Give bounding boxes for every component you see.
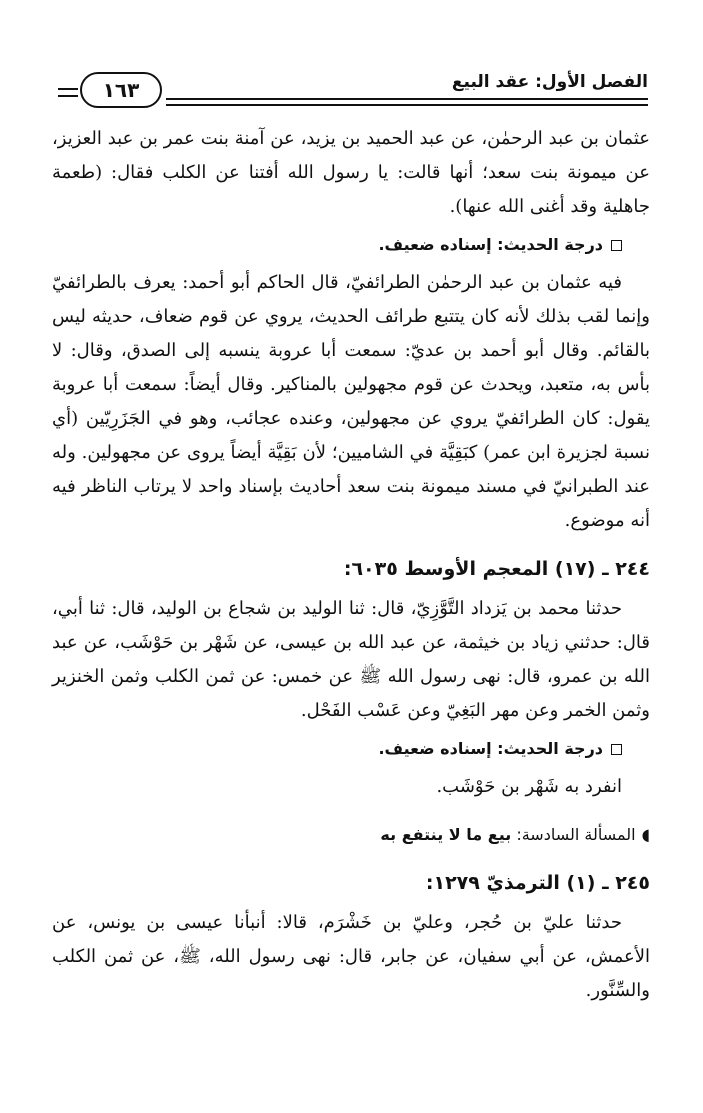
header-rule xyxy=(166,98,648,100)
paragraph: انفرد به شَهْر بن حَوْشَب. xyxy=(436,776,622,797)
header-rule xyxy=(166,104,648,106)
paragraph: حدثنا محمد بن يَزداد التَّوَّزِيّ، قال: ثنا الوليد بن شجاع بن الوليد، قال: ثنا أبي، قال: حدثني زياد بن خيثمة، عن عبد الله بن عيسى، عن شَهْر بن حَوْشَب، عن عبد الله بن عمرو، قال: نهى رسول الله ﷺ عن خمس: عن ثمن الكلب وثمن الخنزير وثمن الخمر وعن مهر البَغِيّ وعن عَسْب الفَحْل. xyxy=(52,598,650,721)
page-number-badge xyxy=(80,72,162,108)
hadith-grade-text: درجة الحديث: إسناده ضعيف. xyxy=(378,739,603,758)
square-bullet-icon xyxy=(611,240,622,251)
chapter-title: الفصل الأول: عقد البيع xyxy=(451,72,648,92)
hadith-grade xyxy=(52,228,650,262)
issue-heading xyxy=(52,818,650,852)
paragraph: عثمان بن عبد الرحمٰن، عن عبد الحميد بن يزيد، عن آمنة بنت عمر بن عبد العزيز، عن ميمونة بنت سعد؛ أنها قالت: يا رسول الله أفتنا عن الكلب فقال: (طعمة جاهلية وقد أغنى الله عنها). xyxy=(52,128,650,217)
header-ornament-line xyxy=(58,95,78,97)
page-body xyxy=(52,122,650,1008)
hadith-grade xyxy=(52,732,650,766)
page-number: ١٦٣ xyxy=(102,78,140,102)
header-ornament-line xyxy=(58,88,78,90)
hadith-heading: ٢٤٤ ـ (١٧) المعجم الأوسط ٦٠٣٥: xyxy=(343,558,650,580)
issue-title: بيع ما لا ينتفع به xyxy=(380,825,512,844)
hadith-grade-text: درجة الحديث: إسناده ضعيف. xyxy=(378,235,603,254)
paragraph: حدثنا عليّ بن حُجر، وعليّ بن خَشْرَم، قالا: أنبأنا عيسى بن يونس، عن الأعمش، عن أبي سفيان، عن جابر، قال: نهى رسول الله، ﷺ، عن ثمن الكلب والسِّنَّور. xyxy=(52,912,650,1001)
paragraph: فيه عثمان بن عبد الرحمٰن الطرائفيّ، قال الحاكم أبو أحمد: يعرف بالطرائفيّ وإنما لقب بذلك لأنه كان يتتبع طرائف الحديث، يروي عن قوم ضعاف، حديثه ليس بالقائم. وقال أبو أحمد بن عديّ: سمعت أبا عروبة ينسبه إلى الصدق، وقال: لا بأس به، متعبد، ويحدث عن قوم مجهولين بالمناكير. وقال أيضاً: سمعت أبا عروبة يقول: كان الطرائفيّ يروي عن مجهولين، وعنده عجائب، وهو في الجَزَرِيّين (أي نسبة لجزيرة ابن عمر) كبَقِيَّة في الشاميين؛ لأن بَقِيَّة أيضاً يروى عن مجهولين. وله عند الطبرانيّ في مسند ميمونة بنت سعد أحاديث بإسناد واحد لا يرتاب الناظر فيه أنه موضوع. xyxy=(52,272,650,531)
page-header xyxy=(58,66,648,112)
issue-label: المسألة السادسة: xyxy=(516,825,636,844)
square-bullet-icon xyxy=(611,744,622,755)
hadith-heading: ٢٤٥ ـ (١) الترمذيّ ١٢٧٩: xyxy=(425,872,650,894)
issue-marker-icon: ◖ xyxy=(641,825,650,844)
